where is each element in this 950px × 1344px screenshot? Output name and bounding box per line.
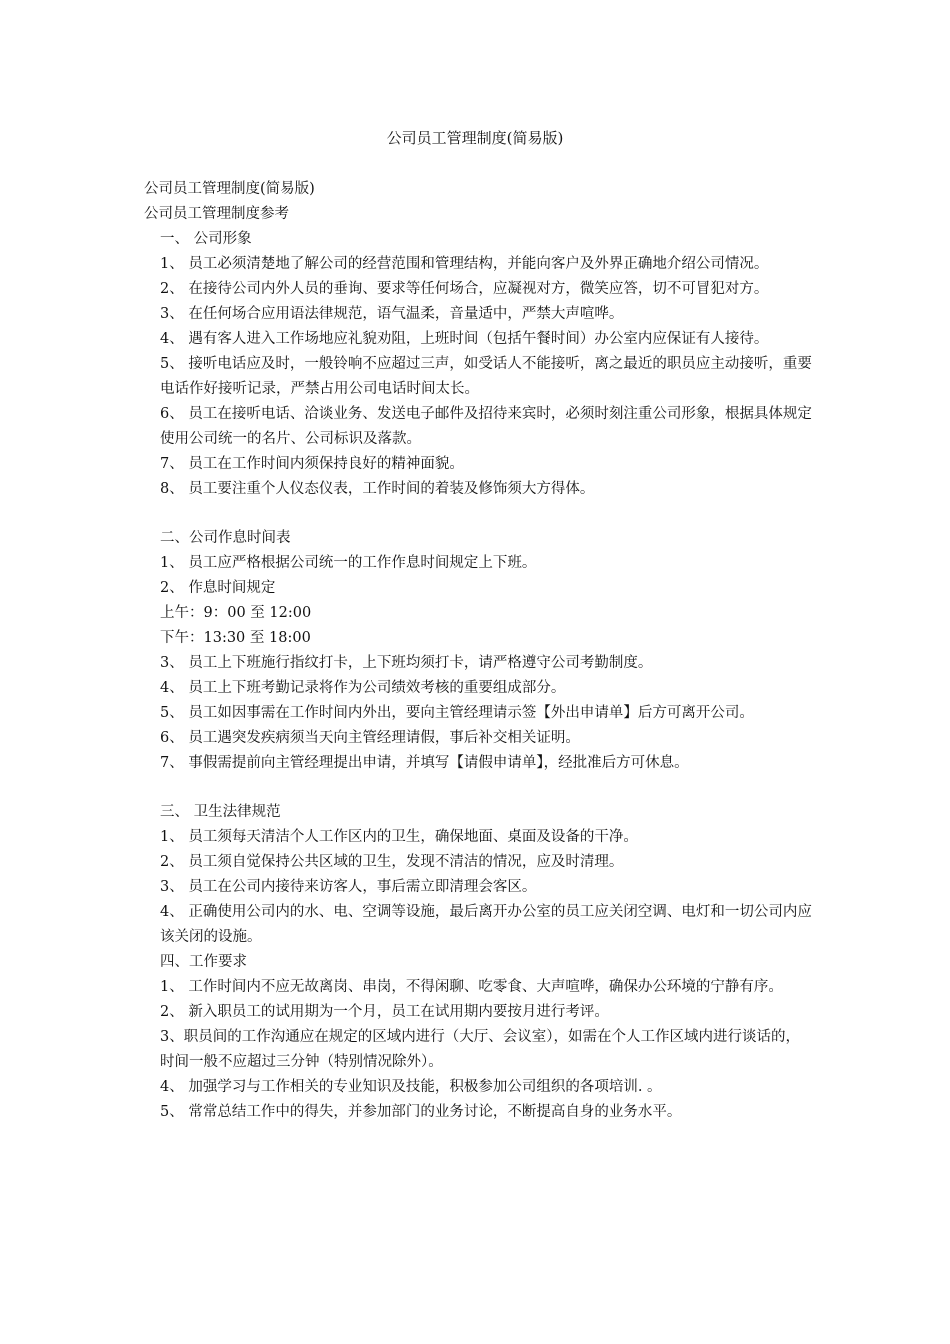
- list-item: 2、 员工须自觉保持公共区域的卫生，发现不清洁的情况，应及时清理。: [160, 854, 624, 870]
- list-item: 6、 员工遇突发疾病须当天向主管经理请假，事后补交相关证明。: [160, 730, 580, 746]
- list-item: 4、 加强学习与工作相关的专业知识及技能，积极参加公司组织的各项培训. 。: [160, 1079, 662, 1095]
- document-body: [144, 177, 814, 1125]
- list-item: 2、 作息时间规定: [160, 580, 276, 596]
- list-item: 1、 员工应严格根据公司统一的工作作息时间规定上下班。: [160, 555, 537, 571]
- intro-line: 公司员工管理制度参考: [144, 206, 289, 222]
- list-item: 2、 新入职员工的试用期为一个月，员工在试用期内要按月进行考评。: [160, 1004, 609, 1020]
- list-item: 4、 遇有客人进入工作场地应礼貌劝阻，上班时间（包括午餐时间）办公室内应保证有人接待。: [160, 331, 769, 347]
- list-item: 8、 员工要注重个人仪态仪表，工作时间的着装及修饰须大方得体。: [160, 481, 595, 497]
- section-gap: [144, 502, 814, 526]
- section-heading: 三、 卫生法律规范: [160, 804, 281, 820]
- list-item: 1、 员工必须清楚地了解公司的经营范围和管理结构，并能向客户及外界正确地介绍公司情况。: [160, 256, 769, 272]
- list-item: 3、 在任何场合应用语法律规范，语气温柔，音量适中，严禁大声喧哗。: [160, 306, 624, 322]
- list-item: 3、 员工上下班施行指纹打卡，上下班均须打卡，请严格遵守公司考勤制度。: [160, 655, 653, 671]
- section-heading: 一、 公司形象: [160, 231, 252, 247]
- list-item: 7、 事假需提前向主管经理提出申请，并填写【请假申请单】，经批准后方可休息。: [160, 755, 689, 771]
- list-item: 4、 正确使用公司内的水、电、空调等设施，最后离开办公室的员工应关闭空调、电灯和一切公司内应该关闭的设施。: [160, 904, 812, 945]
- list-item: 7、 员工在工作时间内须保持良好的精神面貌。: [160, 456, 464, 472]
- intro-line: 公司员工管理制度(简易版): [144, 181, 315, 197]
- list-item: 1、 员工须每天清洁个人工作区内的卫生，确保地面、桌面及设备的干净。: [160, 829, 638, 845]
- list-item: 5、 员工如因事需在工作时间内外出，要向主管经理请示签【外出申请单】后方可离开公司。: [160, 705, 754, 721]
- section-heading: 四、工作要求: [160, 954, 247, 970]
- list-item: 3、职员间的工作沟通应在规定的区域内进行（大厅、会议室），如需在个人工作区域内进行谈话的，时间一般不应超过三分钟（特别情况除外）。: [160, 1029, 800, 1070]
- list-item: 1、 工作时间内不应无故离岗、串岗，不得闲聊、吃零食、大声喧哗，确保办公环境的宁静有序。: [160, 979, 783, 995]
- list-item: 5、 接听电话应及时，一般铃响不应超过三声，如受话人不能接听，离之最近的职员应主动接听，重要电话作好接听记录，严禁占用公司电话时间太长。: [160, 356, 812, 397]
- schedule-line: 上午：9：00 至 12:00: [160, 605, 312, 621]
- list-item: 6、 员工在接听电话、洽谈业务、发送电子邮件及招待来宾时，必须时刻注重公司形象，根据具体规定使用公司统一的名片、公司标识及落款。: [160, 406, 812, 447]
- list-item: 2、 在接待公司内外人员的垂询、要求等任何场合，应凝视对方，微笑应答，切不可冒犯对方。: [160, 281, 769, 297]
- list-item: 5、 常常总结工作中的得失，并参加部门的业务讨论，不断提高自身的业务水平。: [160, 1104, 682, 1120]
- list-item: 3、 员工在公司内接待来访客人，事后需立即清理会客区。: [160, 879, 537, 895]
- section-heading: 二、公司作息时间表: [160, 530, 291, 546]
- schedule-line: 下午：13:30 至 18:00: [160, 630, 311, 646]
- section-gap: [144, 776, 814, 800]
- document-title: 公司员工管理制度(简易版): [386, 129, 564, 147]
- list-item: 4、 员工上下班考勤记录将作为公司绩效考核的重要组成部分。: [160, 680, 566, 696]
